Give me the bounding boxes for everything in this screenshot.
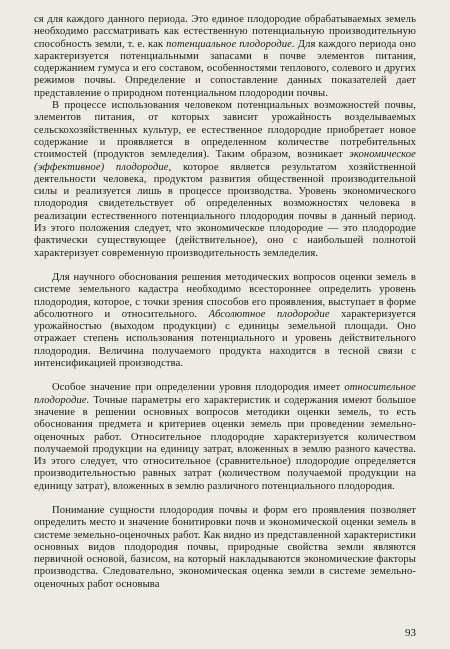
paragraph-gap (34, 493, 416, 505)
text-run: ся для каждого данного периода. Это единое плодородие обрабатываемых земель необходимо рассматривать как естественную потенциальную производительную способность земли, т. е. как (34, 14, 416, 50)
text-run: Для каждого периода оно характеризуется потенциальными запасами в почве элементов питания, содержанием гумуса и его составом, особенностями теплового, солевого и других режимов почвы. Определение и сопоставление данных показателей дает представление о природном потенциальном плодородии почвы. (34, 38, 416, 99)
paragraph-p5 (34, 505, 416, 591)
text-run: Для научного обоснования решения методических вопросов оценки земель в системе земельного кадастра необходимо всестороннее определить уровень плодородия, которое, с точки зрения способов его проявления, выступает в форме абсолютного и относительного. (34, 271, 416, 320)
italic-term: Абсолютное плодородие (208, 308, 330, 320)
page-number: 93 (405, 627, 416, 639)
text-run: Особое значение при определении уровня плодородия имеет (52, 382, 345, 394)
text-run: В процессе использования человеком потенциальных возможностей почвы, элементов питания, от которых зависит урожайность возделываемых сельскохозяйственных культур, ее естественное плодородие приобретает новое содержание и проявляется в определенном количестве потребительных стоимостей (продуктов земледелия). Таким образом, возникает (34, 100, 416, 161)
italic-term: экономическое (эффективное) плодородие, (34, 149, 416, 173)
paragraph-p2 (34, 100, 416, 260)
italic-term: потенциальное плодородие. (166, 38, 295, 50)
text-run: характеризуется урожайностью (выходом продукции) с единицы земельной площади. Оно отражает степень использования потенциального и уровень действительного плодородия. Величина получаемого продукта находится в тесной связи с интенсификацией производства. (34, 308, 416, 370)
paragraph-p1 (34, 14, 416, 100)
paragraph-gap (34, 370, 416, 382)
italic-term: относительное плодородие. (34, 382, 416, 406)
paragraph-gap (34, 260, 416, 272)
text-run: Точные параметры его характеристик и содержания имеют большое значение в решении основных вопросов методики оценки земель, то есть обоснования предмета и критериев оценки земель при проведении земельно-оценочных работ. Относительное плодородие характеризуется количеством получаемой продукции на единицу затрат, вложенных в землю разного качества. Из этого следует, что относительное (сравнительное) плодородие определяется производительностью равных затрат (количеством получаемой продукции на единицу затрат), вложенных в землю различного потенциального плодородия. (34, 394, 416, 492)
text-run: которое является результатом хозяйственной деятельности человека, продуктом развития общественной производительной силы и реализуется лишь в процессе производства. Уровень экономического плодородия свидетельствует об определенных возможностях человека в реализации естественного потенциального плодородия почвы в данный период. Из этого положения следует, что экономическое плодородие — это плодородие фактически существующее (действительное), оно с наибольшей полнотой характеризует современную производительность земледелия. (34, 161, 416, 259)
paragraph-p3 (34, 272, 416, 370)
text-body (34, 14, 416, 591)
text-run: Понимание сущности плодородия почвы и форм его проявления позволяет определить место и значение бонитировки почв и экономической оценки земель в системе земельно-оценочных работ. Как видно из представленной характеристики основных видов плодородия почвы, природные свойства земли являются первичной основой, базисом, на который накладываются экономические факторы производства. Следовательно, экономическая оценка земли в системе земельно-оценочных работ основыва (34, 504, 416, 590)
paragraph-p4 (34, 382, 416, 493)
